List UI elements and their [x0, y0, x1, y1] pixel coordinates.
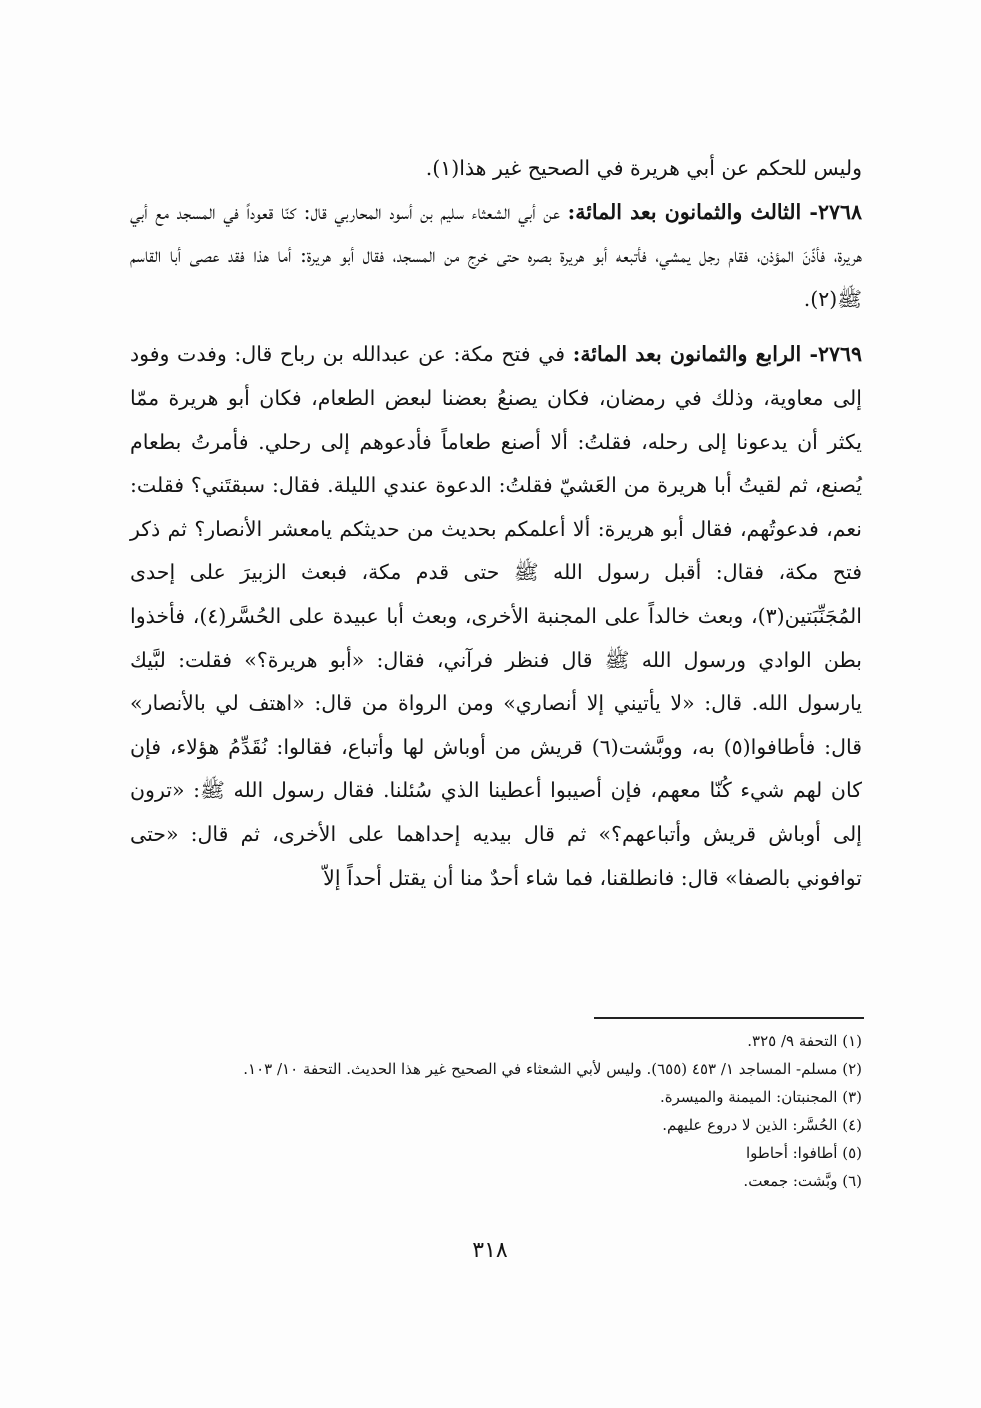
hadith-2768: [130, 191, 862, 322]
opening-paragraph: وليس للحكم عن أبي هريرة في الصحيح غير هذا(١).: [425, 156, 862, 180]
hadith-2768-heading: ٢٧٦٨- الثالث والثمانون بعد المائة:: [567, 199, 862, 224]
footnotes: [130, 1027, 862, 1195]
page-number: ٣١٨: [472, 1238, 508, 1263]
footnote-5: (٥) أطافوا: أحاطوا: [746, 1144, 862, 1162]
footnote-4: (٤) الحُسَّر: الذين لا دروع عليهم.: [662, 1116, 862, 1134]
hadith-2769: [130, 333, 862, 900]
footnote-divider: [594, 1017, 864, 1019]
hadith-2769-text: في فتح مكة: عن عبدالله بن رباح قال: وفدت وفود إلى معاوية، وذلك في رمضان، فكان يصنعُ بعضنا لبعض الطعام، فكان أبو هريرة ممّا يكثر أن يدعونا إلى رحله، فقلتُ: ألا أصنع طعاماً فأدعوهم إلى رحلي. فأمرتُ بطعام يُصنع، ثم لقيتُ أبا هريرة من العَشيّ فقلتُ: الدعوة عندي الليلة. فقال: سبقتَني؟ فقلت: نعم، فدعوتُهم، فقال أبو هريرة: ألا أعلمكم بحديث من حديثكم يامعشر الأنصار؟ ثم ذكر فتح مكة، فقال: أقبل رسول الله ﷺ حتى قدم مكة، فبعث الزبيرَ على إحدى المُجَنِّبَتين(٣)، وبعث خالداً على المجنبة الأخرى، وبعث أبا عبيدة على الحُسَّر(٤)، فأخذوا بطن الوادي ورسول الله ﷺ قال فنظر فرآني، فقال: «أبو هريرة؟» فقلت: لبَّيك يارسول الله. قال: «لا يأتيني إلا أنصاري» ومن الرواة من قال: «اهتف لي بالأنصار» قال: فأطافوا(٥) به، ووبَّشت(٦) قريش من أوباش لها وأتباع، فقالوا: نُقَدِّمُ هؤلاء، فإن كان لهم شيء كُنّا معهم، فإن أصيبوا أعطينا الذي سُئلنا. فقال رسول الله ﷺ: «ترون إلى أوباش قريش وأتباعهم؟» ثم قال بيديه إحداهما على الأخرى، ثم قال: «حتى توافوني بالصفا» قال: فانطلقنا، فما شاء أحدٌ منا أن يقتل أحداً إلاّ: [130, 342, 863, 890]
footnote-2: (٢) مسلم- المساجد ١/ ٤٥٣ (٦٥٥). وليس لأبي الشعثاء في الصحيح غير هذا الحديث. التحفة ١٠/ ١٠٣.: [243, 1060, 862, 1078]
footnote-3: (٣) المجنبتان: الميمنة والميسرة.: [659, 1088, 862, 1106]
footnote-1: (١) التحفة ٩/ ٣٢٥.: [747, 1032, 862, 1050]
main-text: [130, 147, 862, 900]
hadith-2769-heading: ٢٧٦٩- الرابع والثمانون بعد المائة:: [572, 342, 862, 367]
footnote-6: (٦) وبَّشت: جمعت.: [743, 1172, 862, 1190]
hadith-2768-text: عن أبي الشعثاء سليم بن أسود المحاربي قال: كنّا قعوداً في المسجد مع أبي هريرة، فأذّنَ المؤذن، فقام رجل يمشي، فأتبعه أبو هريرة بصره حتى خرج من المسجد، فقال أبو هريرة: أما هذا فقد عصى أبا القاسم ﷺ(٢).: [130, 199, 862, 311]
